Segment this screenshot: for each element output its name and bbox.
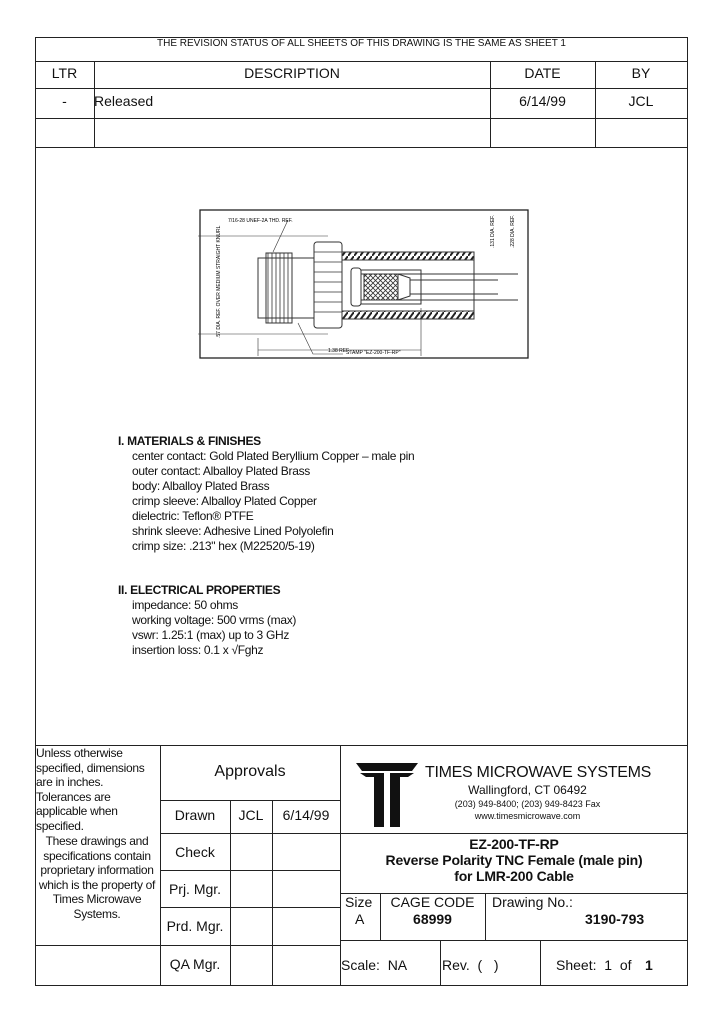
electrical-heading: II. ELECTRICAL PROPERTIES — [118, 583, 281, 597]
header-description: DESCRIPTION — [244, 65, 340, 81]
material-item: outer contact: Alballoy Plated Brass — [132, 464, 310, 478]
size-label: Size — [345, 894, 373, 910]
company-address: Wallingford, CT 06492 — [468, 783, 587, 797]
company-phone: (203) 949-8400; (203) 949-8423 Fax — [454, 799, 601, 809]
revision: Rev. ( ) — [442, 957, 499, 973]
times-logo — [356, 763, 418, 827]
part-number: EZ-200-TF-RP — [469, 836, 559, 852]
material-item: crimp size: .213" hex (M22520/5-19) — [132, 539, 315, 553]
part-description: Reverse Polarity TNC Female (male pin) — [385, 852, 643, 868]
size-value: A — [355, 911, 365, 927]
sheet-label: Sheet: 1 of — [556, 957, 632, 973]
drawing-no-value: 3190-793 — [585, 911, 645, 927]
cage-label: CAGE CODE — [390, 894, 475, 910]
rev-description: Released — [94, 93, 154, 109]
materials-section — [118, 434, 414, 554]
electrical-section — [118, 583, 296, 658]
part-cable: for LMR-200 Cable — [454, 868, 574, 884]
electrical-item: vswr: 1.25:1 (max) up to 3 GHz — [132, 628, 290, 642]
material-item: body: Alballoy Plated Brass — [132, 479, 270, 493]
thread-callout: 7/16-28 UNEF-2A THD. REF. — [228, 218, 293, 224]
part-title — [340, 836, 688, 884]
sleeve-dia-callout: .228 DIA. REF. — [510, 214, 516, 248]
approval-prd-mgr: Prd. Mgr. — [166, 918, 224, 934]
approval-check: Check — [175, 844, 215, 860]
electrical-item: impedance: 50 ohms — [132, 598, 238, 612]
tolerance-note: Unless otherwise specified, dimensions are in inches. Tolerances are applicable when specified. — [36, 746, 145, 833]
length-callout: 1.38 REF. — [328, 348, 350, 354]
electrical-item: working voltage: 500 vrms (max) — [132, 613, 297, 627]
sheet-total: 1 — [645, 957, 653, 973]
header-date: DATE — [524, 65, 561, 81]
company-web: www.timesmicrowave.com — [474, 811, 581, 821]
material-item: center contact: Gold Plated Beryllium Copper – male pin — [132, 449, 415, 463]
approval-qa-mgr: QA Mgr. — [169, 956, 221, 972]
revision-status-note: THE REVISION STATUS OF ALL SHEETS OF THIS DRAWING IS THE SAME AS SHEET 1 — [157, 38, 566, 49]
header-by: BY — [631, 65, 651, 81]
approval-drawn-date: 6/14/99 — [282, 807, 330, 823]
knurl-callout: .57 DIA. REF. OVER MEDIUM STRAIGHT KNURL — [216, 225, 222, 338]
approval-drawn: Drawn — [174, 807, 216, 823]
connector-drawing — [198, 208, 530, 360]
electrical-item: insertion loss: 0.1 x √Fghz — [132, 643, 264, 657]
materials-heading: I. MATERIALS & FINISHES — [118, 434, 261, 448]
drawing-no-label: Drawing No.: — [492, 894, 573, 910]
proprietary-note: These drawings and specifications contain proprietary information which is the property of Times Microwave Systems. — [38, 834, 156, 921]
rev-by: JCL — [628, 93, 654, 109]
cage-value: 68999 — [413, 911, 452, 927]
material-item: dielectric: Teflon® PTFE — [132, 509, 254, 523]
material-item: shrink sleeve: Adhesive Lined Polyolefin — [132, 524, 334, 538]
scale: Scale: NA — [341, 957, 408, 973]
stamp-callout: STAMP "EZ-200-TF-RP" — [346, 350, 401, 356]
pin-dia-callout: .131 DIA. REF. — [490, 214, 496, 248]
approvals-title: Approvals — [214, 763, 286, 780]
header-ltr: LTR — [51, 65, 78, 81]
approval-drawn-by: JCL — [238, 807, 264, 823]
material-item: crimp sleeve: Alballoy Plated Copper — [132, 494, 317, 508]
rev-date: 6/14/99 — [519, 93, 566, 109]
company-name: TIMES MICROWAVE SYSTEMS — [425, 764, 652, 781]
approval-prj-mgr: Prj. Mgr. — [168, 881, 222, 897]
rev-ltr: - — [62, 93, 67, 109]
